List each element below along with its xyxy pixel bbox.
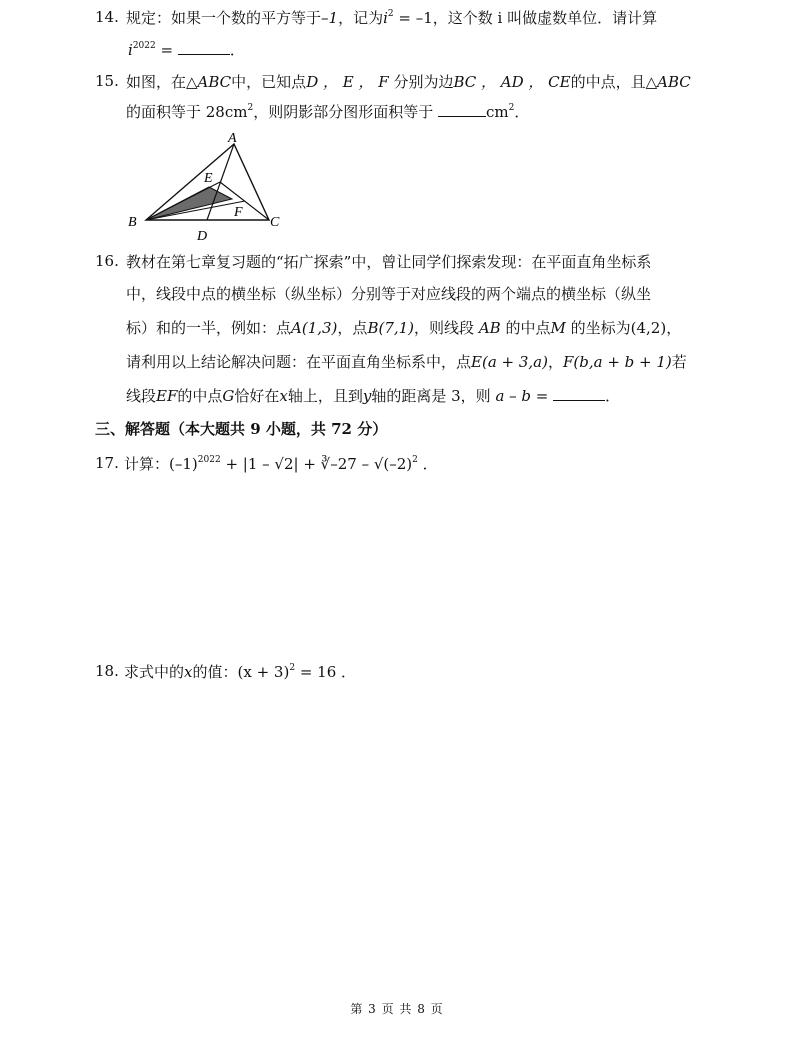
- label-e: E: [204, 171, 213, 186]
- q16-math: G: [222, 387, 235, 405]
- answer-blank[interactable]: [438, 102, 486, 117]
- q16-text: ．: [605, 387, 621, 405]
- q16-text: ，: [547, 353, 563, 371]
- q15-math: △ABC: [645, 73, 691, 91]
- q18-math: = 16: [295, 663, 337, 681]
- q16-math: F(b,a + b + 1): [563, 353, 672, 371]
- section-heading: 三、解答题（本大题共 9 小题，共 72 分）: [95, 420, 388, 438]
- q16-text: ，则线段: [414, 319, 475, 337]
- q16-math: (4,2): [630, 319, 667, 337]
- q16-text: 恰好在: [234, 387, 280, 405]
- q17-exponent: 2022: [197, 455, 221, 465]
- q16-math: EF: [156, 387, 178, 405]
- q16-text: ，点: [337, 319, 368, 337]
- q15-exponent: 2: [247, 103, 254, 113]
- q18-label: 的值：: [192, 663, 238, 681]
- q17-label: 计算：: [124, 455, 170, 473]
- answer-blank[interactable]: [178, 40, 230, 55]
- triangle-figure: [124, 130, 294, 245]
- q16-math: B(7,1): [367, 319, 415, 337]
- q14-math: –1: [321, 9, 339, 27]
- q16-math: a – b =: [495, 387, 549, 405]
- q14-exponent: 2: [387, 9, 394, 19]
- q17-exponent: 2: [412, 455, 418, 465]
- q16-text: 若: [671, 353, 687, 371]
- q16-math: x: [279, 387, 288, 405]
- question-number: 16.: [95, 252, 119, 270]
- question-15-line-1: [126, 72, 691, 92]
- q15-exponent: 2: [508, 103, 515, 113]
- question-14-line-2: [128, 40, 245, 60]
- q17-text: ．: [417, 455, 438, 473]
- q15-math: BC ， AD ， CE: [453, 73, 571, 91]
- q14-text: ，记为: [338, 9, 384, 27]
- question-16-line-4: [126, 352, 687, 372]
- shaded-triangle: [146, 187, 232, 220]
- question-16-line-2: 中，线段中点的横坐标（纵坐标）分别等于对应线段的两个端点的横坐标（纵坐: [126, 285, 652, 303]
- q16-text: 标）和的一半，例如：点: [126, 319, 292, 337]
- question-16-line-5: [126, 386, 620, 406]
- q15-text: ．: [514, 103, 530, 121]
- question-number: 18.: [95, 662, 119, 680]
- question-number: 17.: [95, 454, 119, 472]
- question-17-expression: [124, 454, 438, 474]
- q14-text: ，这个数 i 叫做虚数单位．请计算: [432, 9, 658, 27]
- q18-label: 求式中的: [124, 663, 185, 681]
- q15-unit: cm: [486, 103, 509, 121]
- q16-text: 的中点: [177, 387, 223, 405]
- q14-text: ．: [229, 41, 245, 59]
- q18-text: ．: [336, 663, 357, 681]
- label-b: B: [128, 215, 137, 230]
- q14-math: i: [128, 41, 133, 59]
- q16-text: 轴上，且到: [287, 387, 363, 405]
- q15-math: D ， E ， F: [306, 73, 389, 91]
- q16-text: ，: [666, 319, 682, 337]
- q14-math: i: [383, 9, 388, 27]
- q14-exponent: 2022: [132, 41, 156, 51]
- question-number: 14.: [95, 8, 119, 26]
- q17-math: + |1 – √2| + ∛–27 – √(–2): [220, 455, 413, 473]
- q16-text: 轴的距离是 3，则: [371, 387, 491, 405]
- q16-math: AB: [478, 319, 501, 337]
- q16-math: E(a + 3,a): [471, 353, 548, 371]
- q16-text: 请利用以上结论解决问题：在平面直角坐标系中，点: [126, 353, 472, 371]
- q16-math: A(1,3): [291, 319, 338, 337]
- q16-text: 的中点: [505, 319, 551, 337]
- q15-text: 中，已知点: [231, 73, 307, 91]
- label-f: F: [234, 205, 243, 220]
- question-16-line-3: [126, 318, 681, 338]
- q17-math: (–1): [169, 455, 198, 473]
- q16-math: y: [362, 387, 372, 405]
- q14-text: 规定：如果一个数的平方等于: [126, 9, 322, 27]
- question-number: 15.: [95, 72, 119, 90]
- q15-text: ，则阴影部分图形面积等于: [253, 103, 434, 121]
- q18-math: (x + 3): [237, 663, 290, 681]
- label-a: A: [228, 131, 237, 146]
- q15-text: 如图，在: [126, 73, 187, 91]
- question-16-line-1: 教材在第七章复习题的“拓广探索”中，曾让同学们探索发现：在平面直角坐标系: [126, 253, 652, 271]
- q15-text: 分别为边: [393, 73, 454, 91]
- question-14-line-1: [126, 8, 657, 28]
- q15-math: △ABC: [186, 73, 232, 91]
- q16-text: 线段: [126, 387, 157, 405]
- q18-exponent: 2: [289, 663, 296, 673]
- q18-math: x: [184, 663, 193, 681]
- q14-math: =: [155, 41, 174, 59]
- answer-blank[interactable]: [553, 386, 605, 401]
- q16-math: M: [550, 319, 566, 337]
- q15-text: 的面积等于 28cm: [126, 103, 248, 121]
- q14-math: = –1: [393, 9, 433, 27]
- question-18-expression: [124, 662, 356, 682]
- label-c: C: [270, 215, 280, 230]
- label-d: D: [197, 229, 208, 244]
- q15-text: 的中点，且: [570, 73, 646, 91]
- page-footer: 第 3 页 共 8 页: [350, 1002, 444, 1016]
- question-15-line-2: [126, 102, 529, 122]
- q16-text: 的坐标为: [570, 319, 631, 337]
